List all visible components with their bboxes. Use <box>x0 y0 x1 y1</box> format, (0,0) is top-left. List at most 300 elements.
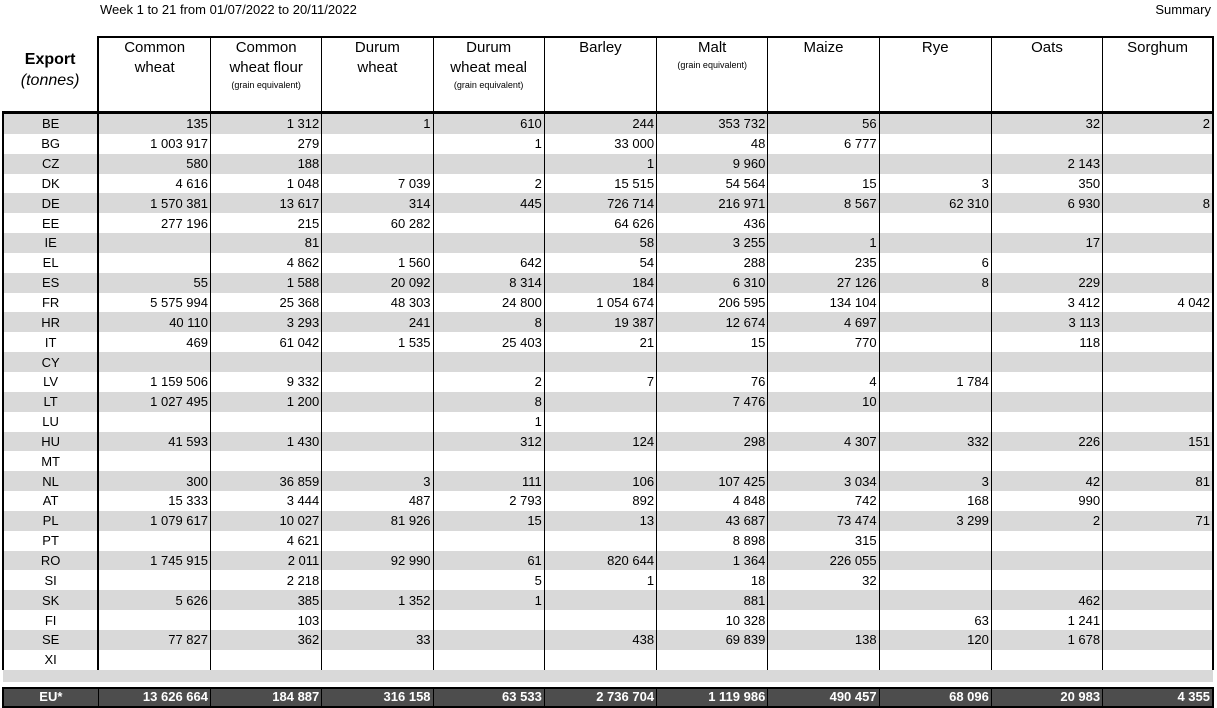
value-cell <box>1103 630 1213 650</box>
value-cell <box>991 213 1102 233</box>
value-cell <box>657 352 768 372</box>
value-cell: 61 <box>433 551 544 571</box>
value-cell: 73 474 <box>768 511 879 531</box>
table-row <box>3 451 1213 471</box>
export-label: Export <box>24 51 76 68</box>
table-row <box>3 392 1213 412</box>
value-cell: 32 <box>991 113 1102 134</box>
country-code-cell: IE <box>3 233 98 253</box>
value-cell: 103 <box>211 610 322 630</box>
value-cell <box>433 630 544 650</box>
table-row <box>3 630 1213 650</box>
value-cell <box>991 134 1102 154</box>
country-code-cell: LT <box>3 392 98 412</box>
value-cell: 124 <box>544 432 656 452</box>
value-cell <box>768 650 879 670</box>
value-cell <box>544 412 656 432</box>
value-cell: 8 <box>1103 193 1213 213</box>
value-cell: 4 862 <box>211 253 322 273</box>
table-body <box>3 113 1213 707</box>
value-cell <box>991 253 1102 273</box>
value-cell: 58 <box>544 233 656 253</box>
value-cell <box>1103 392 1213 412</box>
value-cell <box>98 610 210 630</box>
value-cell: 1 535 <box>322 332 433 352</box>
value-cell: 42 <box>991 471 1102 491</box>
value-cell: 151 <box>1103 432 1213 452</box>
country-code-cell: DE <box>3 193 98 213</box>
value-cell: 33 <box>322 630 433 650</box>
table-row <box>3 174 1213 194</box>
value-cell: 111 <box>433 471 544 491</box>
value-cell: 6 <box>879 253 991 273</box>
value-cell <box>879 570 991 590</box>
value-cell: 3 <box>322 471 433 491</box>
value-cell: 3 412 <box>991 293 1102 313</box>
value-cell: 12 674 <box>657 312 768 332</box>
column-header-line2: wheat <box>357 59 398 76</box>
value-cell: 820 644 <box>544 551 656 571</box>
value-cell: 1 159 506 <box>98 372 210 392</box>
value-cell: 7 039 <box>322 174 433 194</box>
value-cell: 9 960 <box>657 154 768 174</box>
value-cell: 1 570 381 <box>98 193 210 213</box>
table-row <box>3 312 1213 332</box>
value-cell: 4 848 <box>657 491 768 511</box>
value-cell: 8 314 <box>433 273 544 293</box>
value-cell: 610 <box>433 113 544 134</box>
value-cell: 3 255 <box>657 233 768 253</box>
value-cell <box>544 531 656 551</box>
value-cell <box>433 650 544 670</box>
export-tonnes-header <box>3 37 98 113</box>
value-cell: 8 <box>433 312 544 332</box>
column-header-line1: Oats <box>1031 39 1063 56</box>
value-cell: 1 003 917 <box>98 134 210 154</box>
table-row <box>3 332 1213 352</box>
value-cell: 21 <box>544 332 656 352</box>
value-cell <box>544 590 656 610</box>
value-cell: 168 <box>879 491 991 511</box>
country-code-cell: MT <box>3 451 98 471</box>
value-cell: 4 <box>768 372 879 392</box>
value-cell: 15 515 <box>544 174 656 194</box>
value-cell <box>322 570 433 590</box>
value-cell: 5 626 <box>98 590 210 610</box>
value-cell <box>1103 551 1213 571</box>
value-cell: 3 034 <box>768 471 879 491</box>
value-cell <box>991 352 1102 372</box>
value-cell: 55 <box>98 273 210 293</box>
value-cell <box>1103 352 1213 372</box>
value-cell <box>433 451 544 471</box>
value-cell: 106 <box>544 471 656 491</box>
value-cell: 41 593 <box>98 432 210 452</box>
value-cell <box>433 352 544 372</box>
value-cell: 2 218 <box>211 570 322 590</box>
value-cell <box>1103 590 1213 610</box>
value-cell <box>879 650 991 670</box>
value-cell: 7 <box>544 372 656 392</box>
column-header-line1: Common <box>124 39 186 56</box>
country-code-cell: RO <box>3 551 98 571</box>
value-cell <box>1103 412 1213 432</box>
value-cell: 1 352 <box>322 590 433 610</box>
column-header <box>433 37 544 113</box>
country-code-cell: FR <box>3 293 98 313</box>
value-cell <box>768 213 879 233</box>
table-row <box>3 650 1213 670</box>
value-cell <box>1103 233 1213 253</box>
value-cell <box>98 570 210 590</box>
value-cell: 4 042 <box>1103 293 1213 313</box>
value-cell: 6 777 <box>768 134 879 154</box>
value-cell: 2 <box>991 511 1102 531</box>
separator-band <box>3 670 1213 682</box>
table-row <box>3 491 1213 511</box>
table-row <box>3 293 1213 313</box>
value-cell <box>1103 451 1213 471</box>
value-cell: 6 930 <box>991 193 1102 213</box>
value-cell <box>1103 570 1213 590</box>
value-cell: 10 027 <box>211 511 322 531</box>
value-cell: 69 839 <box>657 630 768 650</box>
value-cell: 62 310 <box>879 193 991 213</box>
value-cell: 19 387 <box>544 312 656 332</box>
value-cell: 244 <box>544 113 656 134</box>
value-cell: 990 <box>991 491 1102 511</box>
value-cell <box>991 650 1102 670</box>
value-cell <box>991 451 1102 471</box>
value-cell: 24 800 <box>433 293 544 313</box>
column-header-row <box>3 37 1213 113</box>
table-row <box>3 570 1213 590</box>
value-cell <box>98 253 210 273</box>
value-cell: 642 <box>433 253 544 273</box>
value-cell <box>322 531 433 551</box>
column-header-line1: Sorghum <box>1127 39 1188 56</box>
value-cell: 215 <box>211 213 322 233</box>
value-cell: 580 <box>98 154 210 174</box>
value-cell <box>1103 491 1213 511</box>
table-row <box>3 471 1213 491</box>
value-cell: 10 <box>768 392 879 412</box>
column-header-line2: wheat meal <box>450 59 528 76</box>
value-cell: 8 567 <box>768 193 879 213</box>
value-cell: 54 564 <box>657 174 768 194</box>
value-cell: 288 <box>657 253 768 273</box>
value-cell <box>879 590 991 610</box>
value-cell: 1 745 915 <box>98 551 210 571</box>
value-cell: 138 <box>768 630 879 650</box>
country-code-cell: CY <box>3 352 98 372</box>
value-cell: 1 <box>433 412 544 432</box>
column-header-line2: wheat <box>134 59 175 76</box>
table-row <box>3 531 1213 551</box>
value-cell: 18 <box>657 570 768 590</box>
table-row <box>3 233 1213 253</box>
value-cell <box>768 590 879 610</box>
value-cell <box>433 233 544 253</box>
column-header <box>322 37 433 113</box>
value-cell <box>211 352 322 372</box>
value-cell <box>1103 174 1213 194</box>
value-cell: 9 332 <box>211 372 322 392</box>
value-cell <box>322 650 433 670</box>
value-cell: 1 678 <box>991 630 1102 650</box>
column-header <box>879 37 991 113</box>
table-row <box>3 432 1213 452</box>
value-cell: 4 621 <box>211 531 322 551</box>
value-cell <box>1103 650 1213 670</box>
value-cell: 8 898 <box>657 531 768 551</box>
value-cell: 438 <box>544 630 656 650</box>
country-code-cell: IT <box>3 332 98 352</box>
country-code-cell: BE <box>3 113 98 134</box>
value-cell: 1 784 <box>879 372 991 392</box>
value-cell: 107 425 <box>657 471 768 491</box>
value-cell: 279 <box>211 134 322 154</box>
country-code-cell: CZ <box>3 154 98 174</box>
value-cell: 27 126 <box>768 273 879 293</box>
value-cell: 892 <box>544 491 656 511</box>
value-cell: 63 <box>879 610 991 630</box>
eu-total-value: 316 158 <box>322 688 433 707</box>
value-cell: 54 <box>544 253 656 273</box>
value-cell <box>322 134 433 154</box>
value-cell <box>544 610 656 630</box>
value-cell: 134 104 <box>768 293 879 313</box>
table-row <box>3 113 1213 134</box>
column-header <box>768 37 879 113</box>
value-cell: 1 312 <box>211 113 322 134</box>
value-cell: 1 200 <box>211 392 322 412</box>
table-row <box>3 511 1213 531</box>
table-row <box>3 134 1213 154</box>
value-cell: 184 <box>544 273 656 293</box>
value-cell <box>211 451 322 471</box>
value-cell: 226 <box>991 432 1102 452</box>
country-code-cell: DK <box>3 174 98 194</box>
value-cell: 8 <box>433 392 544 412</box>
value-cell: 135 <box>98 113 210 134</box>
value-cell: 469 <box>98 332 210 352</box>
value-cell: 235 <box>768 253 879 273</box>
value-cell: 32 <box>768 570 879 590</box>
column-header-line1: Rye <box>921 39 949 56</box>
value-cell: 229 <box>991 273 1102 293</box>
country-code-cell: NL <box>3 471 98 491</box>
value-cell: 241 <box>322 312 433 332</box>
value-cell <box>1103 332 1213 352</box>
value-cell <box>1103 213 1213 233</box>
value-cell: 3 <box>879 174 991 194</box>
table-row <box>3 273 1213 293</box>
value-cell: 3 113 <box>991 312 1102 332</box>
value-cell <box>322 432 433 452</box>
value-cell: 881 <box>657 590 768 610</box>
value-cell <box>322 352 433 372</box>
value-cell: 300 <box>98 471 210 491</box>
table-row <box>3 372 1213 392</box>
value-cell <box>879 451 991 471</box>
value-cell <box>879 293 991 313</box>
value-cell: 3 299 <box>879 511 991 531</box>
column-header-note: (grain equivalent) <box>677 60 747 70</box>
country-code-cell: HU <box>3 432 98 452</box>
value-cell: 1 048 <box>211 174 322 194</box>
table-row <box>3 193 1213 213</box>
value-cell: 118 <box>991 332 1102 352</box>
value-cell <box>991 412 1102 432</box>
eu-total-value: 2 736 704 <box>544 688 656 707</box>
export-table <box>2 36 1214 708</box>
country-code-cell: SE <box>3 630 98 650</box>
value-cell <box>322 372 433 392</box>
value-cell: 436 <box>657 213 768 233</box>
eu-total-value: 63 533 <box>433 688 544 707</box>
value-cell: 15 <box>768 174 879 194</box>
value-cell <box>1103 134 1213 154</box>
value-cell: 8 <box>879 273 991 293</box>
value-cell <box>879 412 991 432</box>
value-cell <box>544 352 656 372</box>
value-cell <box>1103 312 1213 332</box>
value-cell <box>879 392 991 412</box>
value-cell: 277 196 <box>98 213 210 233</box>
country-code-cell: XI <box>3 650 98 670</box>
value-cell: 188 <box>211 154 322 174</box>
report-period-caption: Week 1 to 21 from 01/07/2022 to 20/11/2022 <box>100 2 357 17</box>
value-cell <box>1103 531 1213 551</box>
value-cell <box>98 451 210 471</box>
value-cell: 60 282 <box>322 213 433 233</box>
value-cell <box>768 451 879 471</box>
value-cell: 1 241 <box>991 610 1102 630</box>
value-cell <box>879 312 991 332</box>
value-cell: 36 859 <box>211 471 322 491</box>
value-cell: 6 310 <box>657 273 768 293</box>
country-code-cell: LV <box>3 372 98 392</box>
country-code-cell: SI <box>3 570 98 590</box>
value-cell <box>98 412 210 432</box>
value-cell <box>98 650 210 670</box>
country-code-cell: LU <box>3 412 98 432</box>
column-header-line1: Common <box>235 39 297 56</box>
value-cell: 1 054 674 <box>544 293 656 313</box>
value-cell <box>544 451 656 471</box>
column-header-note: (grain equivalent) <box>453 80 524 90</box>
value-cell <box>98 352 210 372</box>
eu-total-label: EU* <box>3 688 98 707</box>
value-cell: 1 <box>433 134 544 154</box>
value-cell: 298 <box>657 432 768 452</box>
value-cell: 81 <box>1103 471 1213 491</box>
value-cell <box>1103 253 1213 273</box>
country-code-cell: SK <box>3 590 98 610</box>
value-cell: 48 <box>657 134 768 154</box>
value-cell: 1 <box>433 590 544 610</box>
value-cell: 2 011 <box>211 551 322 571</box>
eu-total-value: 1 119 986 <box>657 688 768 707</box>
column-header <box>544 37 656 113</box>
eu-total-value: 184 887 <box>211 688 322 707</box>
value-cell <box>433 531 544 551</box>
value-cell: 92 990 <box>322 551 433 571</box>
column-header <box>657 37 768 113</box>
value-cell: 362 <box>211 630 322 650</box>
value-cell: 15 333 <box>98 491 210 511</box>
column-header <box>1103 37 1213 113</box>
value-cell: 314 <box>322 193 433 213</box>
value-cell <box>322 412 433 432</box>
value-cell: 3 444 <box>211 491 322 511</box>
value-cell: 2 <box>433 174 544 194</box>
value-cell: 726 714 <box>544 193 656 213</box>
value-cell: 4 307 <box>768 432 879 452</box>
value-cell: 1 364 <box>657 551 768 571</box>
value-cell: 2 <box>1103 113 1213 134</box>
value-cell: 445 <box>433 193 544 213</box>
value-cell: 1 588 <box>211 273 322 293</box>
value-cell <box>98 233 210 253</box>
eu-total-value: 490 457 <box>768 688 879 707</box>
table-row <box>3 213 1213 233</box>
value-cell: 1 027 495 <box>98 392 210 412</box>
eu-total-row <box>3 688 1213 707</box>
value-cell <box>544 392 656 412</box>
table-row <box>3 253 1213 273</box>
country-code-cell: BG <box>3 134 98 154</box>
value-cell: 1 <box>544 570 656 590</box>
tonnes-label: (tonnes) <box>20 72 80 89</box>
value-cell <box>991 392 1102 412</box>
column-header <box>211 37 322 113</box>
value-cell: 120 <box>879 630 991 650</box>
value-cell <box>1103 273 1213 293</box>
value-cell <box>879 531 991 551</box>
value-cell <box>991 570 1102 590</box>
table-row <box>3 551 1213 571</box>
value-cell <box>322 451 433 471</box>
value-cell: 13 <box>544 511 656 531</box>
value-cell: 742 <box>768 491 879 511</box>
value-cell: 487 <box>322 491 433 511</box>
value-cell <box>657 451 768 471</box>
value-cell: 20 092 <box>322 273 433 293</box>
value-cell <box>433 610 544 630</box>
value-cell: 56 <box>768 113 879 134</box>
summary-label: Summary <box>1155 2 1211 17</box>
value-cell <box>433 213 544 233</box>
value-cell: 2 <box>433 372 544 392</box>
column-header-line1: Barley <box>579 39 622 56</box>
value-cell: 1 430 <box>211 432 322 452</box>
value-cell: 226 055 <box>768 551 879 571</box>
value-cell: 71 <box>1103 511 1213 531</box>
value-cell: 7 476 <box>657 392 768 412</box>
value-cell: 15 <box>657 332 768 352</box>
value-cell: 25 368 <box>211 293 322 313</box>
value-cell <box>879 551 991 571</box>
value-cell <box>322 154 433 174</box>
table-row <box>3 352 1213 372</box>
value-cell: 5 <box>433 570 544 590</box>
value-cell: 4 616 <box>98 174 210 194</box>
value-cell <box>768 352 879 372</box>
value-cell: 1 <box>544 154 656 174</box>
column-header-line1: Durum <box>466 39 512 56</box>
